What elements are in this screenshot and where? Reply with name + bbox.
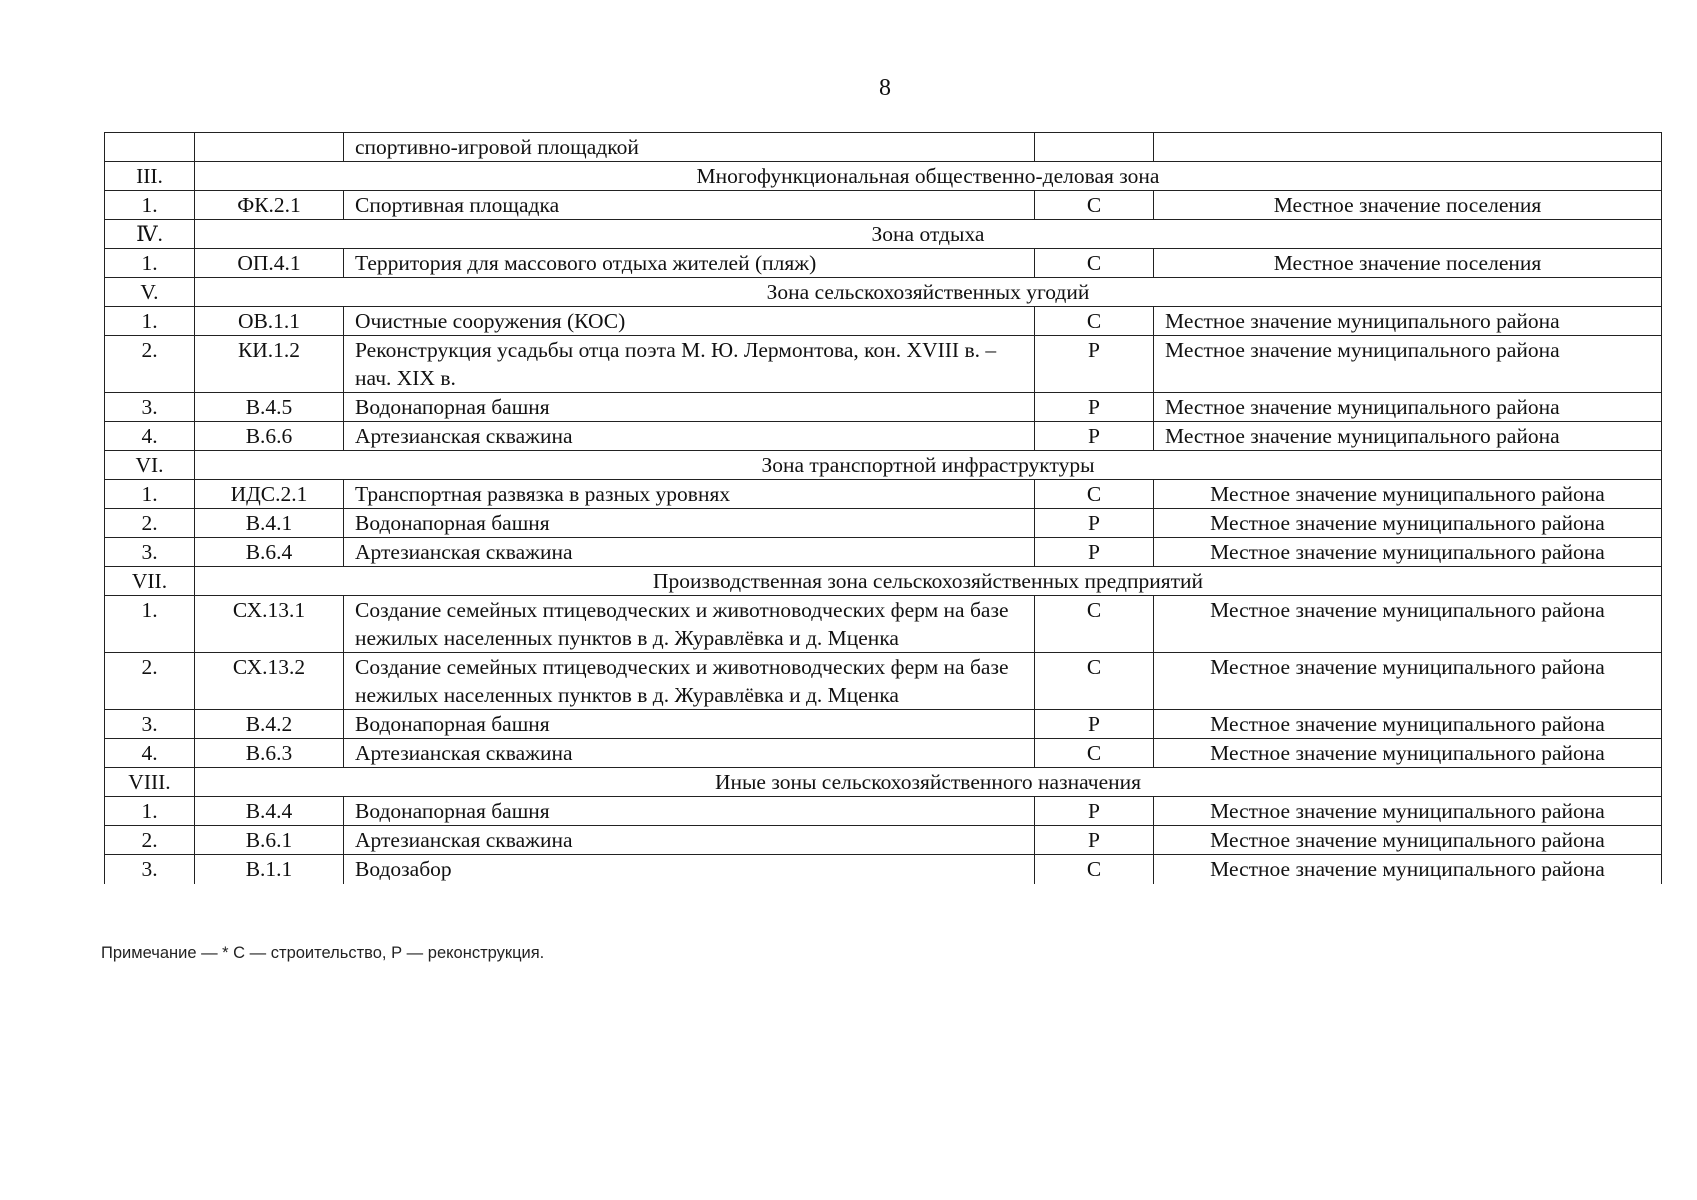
row-number: 1. bbox=[105, 249, 195, 278]
row-number: 1. bbox=[105, 480, 195, 509]
object-significance: Местное значение муниципального района bbox=[1154, 307, 1662, 336]
object-name: Артезианская скважина bbox=[344, 739, 1035, 768]
work-type: С bbox=[1035, 739, 1154, 768]
section-title: Производственная зона сельскохозяйственных предприятий bbox=[195, 567, 1662, 596]
object-name: Артезианская скважина bbox=[344, 826, 1035, 855]
table-row bbox=[105, 855, 1662, 884]
section-number: III. bbox=[105, 162, 195, 191]
table-row bbox=[105, 653, 1662, 710]
table-row bbox=[105, 336, 1662, 393]
table-row bbox=[105, 797, 1662, 826]
section-row bbox=[105, 162, 1662, 191]
table-note: Примечание — * С — строительство, Р — реконструкция. bbox=[101, 944, 545, 962]
object-name: Реконструкция усадьбы отца поэта М. Ю. Лермонтова, кон. XVIII в. – нач. XIX в. bbox=[344, 336, 1035, 393]
object-code bbox=[195, 133, 344, 162]
table-row bbox=[105, 191, 1662, 220]
object-code: В.4.5 bbox=[195, 393, 344, 422]
object-significance: Местное значение муниципального района bbox=[1154, 739, 1662, 768]
work-type: С bbox=[1035, 307, 1154, 336]
work-type: С bbox=[1035, 596, 1154, 653]
objects-table bbox=[104, 132, 1662, 884]
work-type bbox=[1035, 133, 1154, 162]
row-number: 2. bbox=[105, 509, 195, 538]
object-significance: Местное значение муниципального района bbox=[1154, 826, 1662, 855]
object-code: ОП.4.1 bbox=[195, 249, 344, 278]
object-name: Транспортная развязка в разных уровнях bbox=[344, 480, 1035, 509]
object-code: В.6.1 bbox=[195, 826, 344, 855]
work-type: С bbox=[1035, 653, 1154, 710]
section-row bbox=[105, 768, 1662, 797]
object-significance: Местное значение муниципального района bbox=[1154, 480, 1662, 509]
table-row bbox=[105, 538, 1662, 567]
table-row bbox=[105, 480, 1662, 509]
object-name: Артезианская скважина bbox=[344, 538, 1035, 567]
object-code: КИ.1.2 bbox=[195, 336, 344, 393]
object-name: Создание семейных птицеводческих и животноводческих ферм на базе нежилых населенных пунктов в д. Журавлёвка и д. Мценка bbox=[344, 653, 1035, 710]
object-code: СХ.13.1 bbox=[195, 596, 344, 653]
work-type: С bbox=[1035, 480, 1154, 509]
work-type: Р bbox=[1035, 336, 1154, 393]
work-type: Р bbox=[1035, 393, 1154, 422]
section-row bbox=[105, 451, 1662, 480]
object-significance: Местное значение муниципального района bbox=[1154, 653, 1662, 710]
section-number: VIII. bbox=[105, 768, 195, 797]
object-significance: Местное значение муниципального района bbox=[1154, 710, 1662, 739]
work-type: Р bbox=[1035, 422, 1154, 451]
object-code: ФК.2.1 bbox=[195, 191, 344, 220]
object-significance: Местное значение поселения bbox=[1154, 191, 1662, 220]
object-significance: Местное значение поселения bbox=[1154, 249, 1662, 278]
section-number: VI. bbox=[105, 451, 195, 480]
section-number: V. bbox=[105, 278, 195, 307]
section-row bbox=[105, 278, 1662, 307]
object-significance: Местное значение муниципального района bbox=[1154, 797, 1662, 826]
object-name: Очистные сооружения (КОС) bbox=[344, 307, 1035, 336]
object-name: Водонапорная башня bbox=[344, 509, 1035, 538]
section-row bbox=[105, 567, 1662, 596]
table-row bbox=[105, 826, 1662, 855]
row-number: 1. bbox=[105, 307, 195, 336]
row-number: 4. bbox=[105, 739, 195, 768]
object-code: В.4.1 bbox=[195, 509, 344, 538]
object-significance: Местное значение муниципального района bbox=[1154, 393, 1662, 422]
row-number: 3. bbox=[105, 538, 195, 567]
table-row bbox=[105, 509, 1662, 538]
row-number: 2. bbox=[105, 826, 195, 855]
section-title: Зона сельскохозяйственных угодий bbox=[195, 278, 1662, 307]
table-row bbox=[105, 596, 1662, 653]
section-title: Многофункциональная общественно-деловая зона bbox=[195, 162, 1662, 191]
table-row bbox=[105, 422, 1662, 451]
object-significance: Местное значение муниципального района bbox=[1154, 855, 1662, 884]
object-code: В.4.4 bbox=[195, 797, 344, 826]
object-name: Спортивная площадка bbox=[344, 191, 1035, 220]
object-name: Водонапорная башня bbox=[344, 797, 1035, 826]
row-number: 1. bbox=[105, 797, 195, 826]
object-name: Водозабор bbox=[344, 855, 1035, 884]
object-significance: Местное значение муниципального района bbox=[1154, 509, 1662, 538]
object-name: Водонапорная башня bbox=[344, 710, 1035, 739]
section-title: Зона транспортной инфраструктуры bbox=[195, 451, 1662, 480]
page-number: 8 bbox=[879, 75, 891, 101]
object-code: В.6.3 bbox=[195, 739, 344, 768]
object-significance: Местное значение муниципального района bbox=[1154, 336, 1662, 393]
row-number bbox=[105, 133, 195, 162]
row-number: 3. bbox=[105, 710, 195, 739]
objects-table-body bbox=[105, 133, 1662, 884]
object-name: Артезианская скважина bbox=[344, 422, 1035, 451]
object-code: В.6.6 bbox=[195, 422, 344, 451]
object-code: В.6.4 bbox=[195, 538, 344, 567]
object-code: ОВ.1.1 bbox=[195, 307, 344, 336]
table-row bbox=[105, 393, 1662, 422]
object-significance bbox=[1154, 133, 1662, 162]
object-name: спортивно-игровой площадкой bbox=[344, 133, 1035, 162]
section-number: VII. bbox=[105, 567, 195, 596]
row-number: 3. bbox=[105, 393, 195, 422]
work-type: Р bbox=[1035, 710, 1154, 739]
object-significance: Местное значение муниципального района bbox=[1154, 538, 1662, 567]
row-number: 1. bbox=[105, 191, 195, 220]
object-code: ИДС.2.1 bbox=[195, 480, 344, 509]
work-type: С bbox=[1035, 855, 1154, 884]
work-type: С bbox=[1035, 191, 1154, 220]
object-name: Создание семейных птицеводческих и животноводческих ферм на базе нежилых населенных пунктов в д. Журавлёвка и д. Мценка bbox=[344, 596, 1035, 653]
row-number: 1. bbox=[105, 596, 195, 653]
work-type: Р bbox=[1035, 509, 1154, 538]
object-name: Водонапорная башня bbox=[344, 393, 1035, 422]
table-row bbox=[105, 249, 1662, 278]
object-significance: Местное значение муниципального района bbox=[1154, 422, 1662, 451]
work-type: Р bbox=[1035, 797, 1154, 826]
table-row bbox=[105, 133, 1662, 162]
work-type: Р bbox=[1035, 826, 1154, 855]
table-row bbox=[105, 710, 1662, 739]
section-number: Ⅳ. bbox=[105, 220, 195, 249]
table-row bbox=[105, 307, 1662, 336]
object-code: В.4.2 bbox=[195, 710, 344, 739]
object-code: В.1.1 bbox=[195, 855, 344, 884]
row-number: 2. bbox=[105, 336, 195, 393]
object-significance: Местное значение муниципального района bbox=[1154, 596, 1662, 653]
row-number: 4. bbox=[105, 422, 195, 451]
work-type: Р bbox=[1035, 538, 1154, 567]
table-row bbox=[105, 739, 1662, 768]
section-title: Зона отдыха bbox=[195, 220, 1662, 249]
section-row bbox=[105, 220, 1662, 249]
row-number: 2. bbox=[105, 653, 195, 710]
object-name: Территория для массового отдыха жителей (пляж) bbox=[344, 249, 1035, 278]
object-code: СХ.13.2 bbox=[195, 653, 344, 710]
work-type: С bbox=[1035, 249, 1154, 278]
row-number: 3. bbox=[105, 855, 195, 884]
section-title: Иные зоны сельскохозяйственного назначения bbox=[195, 768, 1662, 797]
